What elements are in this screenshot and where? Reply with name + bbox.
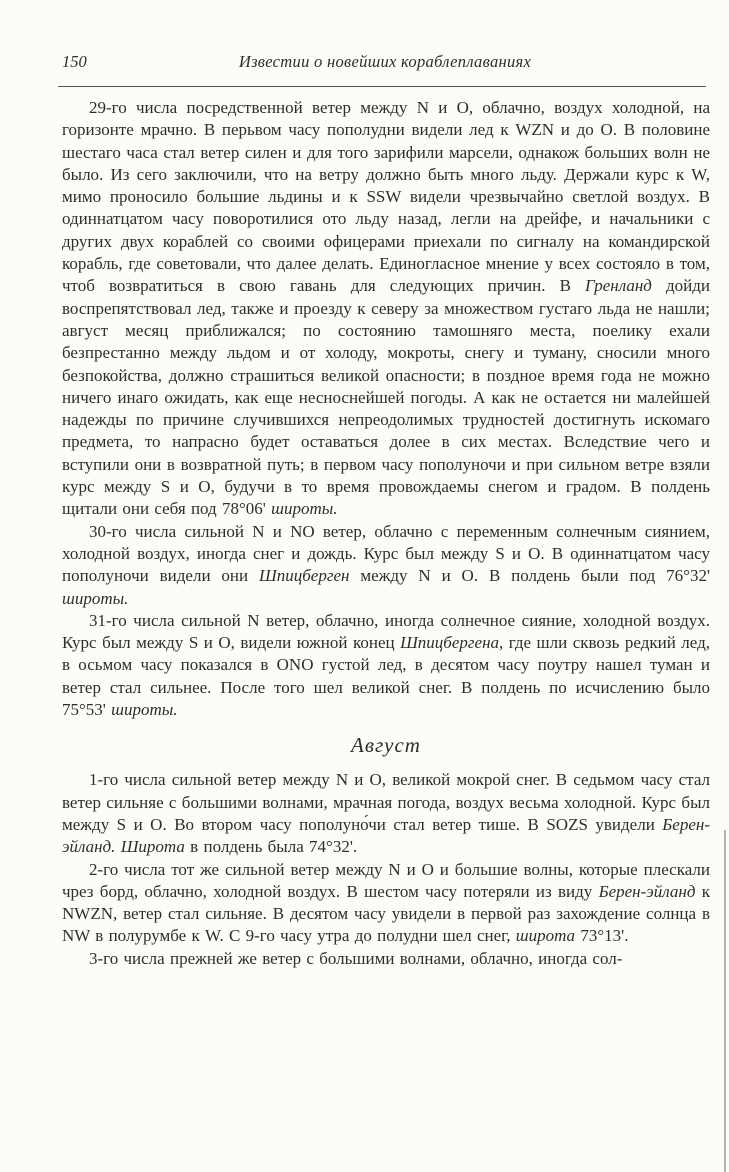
italic-text-run: широты. [271, 499, 338, 519]
text-run: в полдень была 74°32'. [184, 837, 358, 857]
paragraph [62, 610, 710, 721]
text-run: 73°13'. [575, 926, 629, 946]
text-run: 30-го числа сильной N и NO ветер, облачно с переменным солнечным сиянием, холодной воздух, иногда снег и дождь. Курс был между S и O. В одиннатцатом часу пополуночи видели они [62, 521, 710, 586]
header-rule [58, 86, 706, 87]
paragraph [62, 859, 710, 948]
paragraph [62, 521, 710, 610]
text-run: 29-го числа посредственной ветер между N и O, облачно, воздух холодной, на горизонте мрачно. В перьвом часу пополудни видели лед к WZN и до O. В половине шестаго часа стал ветер силен и для того зарифили марсели, однакож больших волн не было. Из сего заключили, что на ветру должно быть много льду. Держали курс к W, мимо проносило большие льдины и к SSW видели чрезвычайно светлой воздух. В одиннатцатом часу поворотилися ото льду назад, легли на дрейфе, и начальники с других двух кораблей со своими офицерами приехали по сигналу на командирской корабль, где советовали, что далее делать. Единогласное мнение у всех состояло в том, чтоб возвратиться в свою гавань для следующих причин. В [62, 98, 710, 296]
paragraph [62, 97, 710, 521]
text-run: 3-го числа прежней же ветер с большими волнами, облачно, иногда сол- [89, 948, 623, 968]
italic-text-run: Шпицберген [259, 566, 350, 586]
italic-text-run: широты. [62, 588, 129, 608]
italic-text-run: Гренланд [585, 276, 652, 296]
text-run: к NWZN, ветер стал сильняе. В десятом часу увидели в первой раз захождение солнца в NW в полурумбе к W. С 9-го часу утра до полудни шел снег, [62, 881, 710, 946]
body-text [62, 97, 710, 970]
text-run: , где шли сквозь редкий лед, в осьмом часу показался в ONO густой лед, в десятом часу поутру нашел туман и ветер стал сильнее. После того шел великой снег. В полдень по исчислению было 75°53' [62, 633, 711, 720]
italic-text-run: Берен-эйланд [598, 881, 696, 901]
italic-text-run: Широта [120, 837, 185, 857]
running-title: Известии о новейших кораблеплаваниях [238, 52, 532, 71]
paragraph [62, 769, 710, 858]
text-run: 2-го числа тот же сильной ветер между N и O и большие волны, которые плескали чрез борд, облачно, холодной воздух. В шестом часу потеряли из виду [62, 859, 710, 901]
scan-artifact-line [724, 830, 726, 1172]
text-run: между N и O. В полдень были под 76°32' [349, 566, 711, 586]
italic-text-run: широты. [111, 700, 178, 720]
text-run: 1-го числа сильной ветер между N и O, великой мокрой снег. В седьмом часу стал ветер сильняе с большими волнами, мрачная погода, воздух весьма холодной. Курс был между S и O. Во втором часу пополуно́чи стал ветер тише. В SOZS увидели [62, 770, 710, 834]
paragraph [62, 948, 710, 970]
page-header [62, 52, 708, 76]
italic-text-run: широта [515, 926, 576, 946]
italic-text-run: Шпицбергена [400, 633, 500, 653]
text-run: 31-го числа сильной N ветер, облачно, иногда солнечное сияние, холодной воздух. Курс был между S и O, видели южной конец [62, 610, 710, 653]
italic-text-run: Берен-эйланд. [62, 814, 710, 857]
section-heading: Август [351, 733, 421, 758]
text-run: дойди воспрепятствовал лед, также и проезду к северу за множеством густаго льда не нашли; август месяц приближался; по состоянию тамошняго места, поелику ехали безпрестанно между льдом и от холоду, мокроты, снегу и туману, сносили много безпокойства, должно страшиться великой опасности; в поздное время года не можно ничего инаго ожидать, как еще несноснейшей погоды. А как не остается ни малейшей надежды по причине случившихся непреодолимых трудностей достигнуть искомаго предмета, то напрасно будет оставаться долее в сих местах. Вследствие чего и вступили они в возвратной путь; в первом часу пополуночи и при сильном ветре взяли курс между S и O, будучи в то время провождаемы снегом и градом. В полдень щитали они себя под 78°06' [62, 276, 711, 519]
page-number: 150 [62, 52, 87, 71]
